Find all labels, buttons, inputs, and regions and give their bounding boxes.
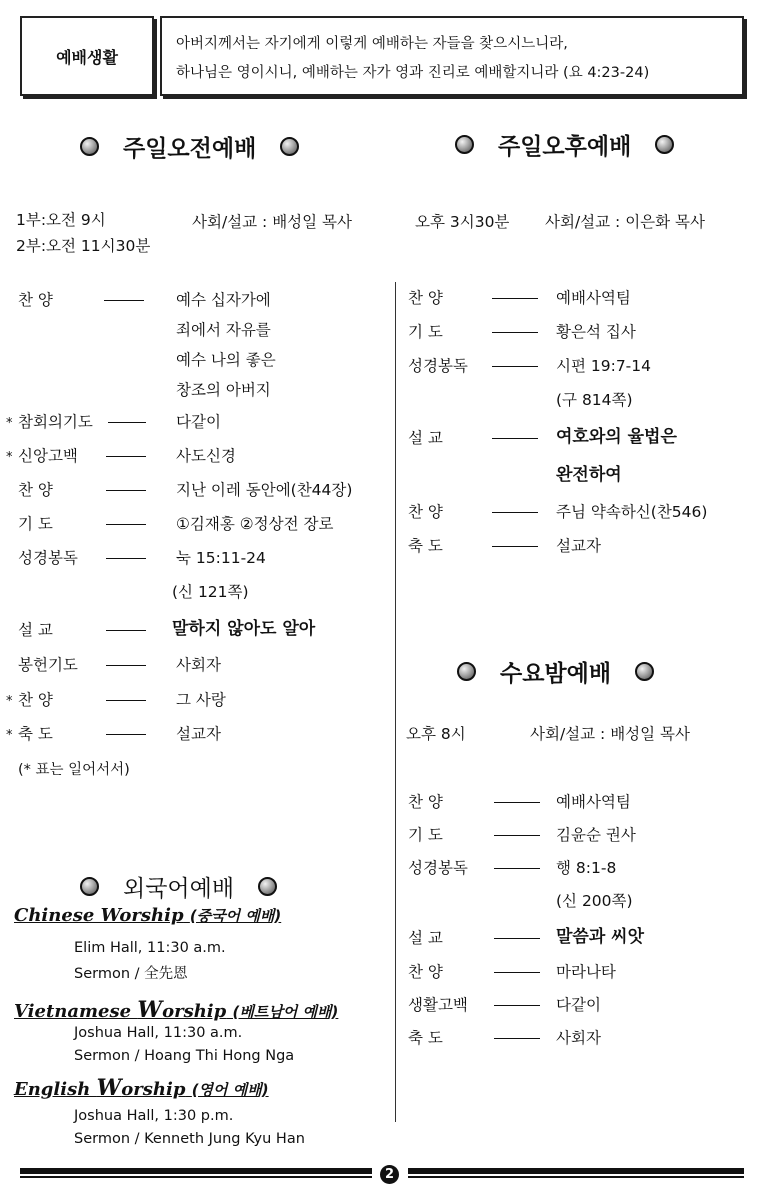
morning-leader: 사회/설교 : 배성일 목사: [192, 213, 352, 231]
program-value: 다같이: [176, 413, 221, 431]
dash-line: [494, 1005, 540, 1006]
dash-line: [106, 700, 146, 701]
afternoon-time: 오후 3시30분: [415, 213, 510, 231]
sermon-title: 말씀과 씨앗: [556, 927, 645, 947]
bullet-dot-icon: [457, 662, 476, 681]
dash-line: [492, 438, 538, 439]
column-divider: [395, 282, 396, 1122]
program-value: 예배사역팀: [556, 793, 631, 811]
bullet-dot-icon: [455, 135, 474, 154]
program-value: 죄에서 자유를: [176, 321, 271, 339]
header-label: 예배생활: [56, 47, 118, 67]
program-value: 예수 십자가에: [176, 291, 271, 309]
dash-line: [494, 972, 540, 973]
program-value: 그 사랑: [176, 691, 226, 709]
program-label: 기 도: [18, 515, 53, 533]
dash-line: [494, 802, 540, 803]
footer-rule-left: [20, 1168, 372, 1178]
dash-line: [494, 835, 540, 836]
program-value: 마라나타: [556, 963, 616, 981]
standing-mark: *: [6, 450, 13, 465]
program-label: 찬 양: [408, 793, 443, 811]
program-value: 주님 약속하신(찬546): [556, 503, 708, 521]
english-worship-title: [14, 1075, 269, 1101]
program-value: 다같이: [556, 996, 601, 1014]
program-value: 시편 19:7-14: [556, 357, 651, 375]
program-label: 설 교: [408, 429, 443, 447]
bullet-dot-icon: [635, 662, 654, 681]
chinese-title-text: Chinese Worship: [14, 905, 184, 926]
program-value: 행 8:1-8: [556, 859, 617, 877]
standing-note: (* 표는 일어서서): [18, 762, 130, 778]
english-location: Joshua Hall, 1:30 p.m.: [74, 1108, 234, 1124]
program-label: 축 도: [408, 1029, 443, 1047]
vietnamese-location: Joshua Hall, 11:30 a.m.: [74, 1025, 243, 1041]
bullet-dot-icon: [258, 877, 277, 896]
bullet-dot-icon: [280, 137, 299, 156]
program-label: 기 도: [408, 826, 443, 844]
program-label: 축 도: [408, 537, 443, 555]
program-value: 황은석 집사: [556, 323, 636, 341]
program-value: 설교자: [176, 725, 221, 743]
foreign-title: [80, 870, 277, 903]
bullet-dot-icon: [80, 137, 99, 156]
program-label: 참회의기도: [18, 413, 93, 431]
program-value: 설교자: [556, 537, 601, 555]
dash-line: [492, 332, 538, 333]
program-label: 기 도: [408, 323, 443, 341]
afternoon-title-text: 주일오후예배: [498, 134, 632, 160]
dash-line: [106, 456, 146, 457]
program-value: 사회자: [176, 656, 221, 674]
sermon-title-cont: 완전하여: [556, 465, 622, 485]
english-title-b: orship: [121, 1079, 186, 1100]
english-title-kr: (영어 예배): [191, 1081, 269, 1099]
program-value: 사도신경: [176, 447, 236, 465]
program-value: 사회자: [556, 1029, 601, 1047]
vietnamese-title-kr: (베트남어 예배): [232, 1003, 339, 1021]
standing-mark: *: [6, 416, 13, 431]
program-label: 성경봉독: [408, 859, 468, 877]
wednesday-leader: 사회/설교 : 배성일 목사: [530, 725, 690, 743]
afternoon-leader: 사회/설교 : 이은화 목사: [545, 213, 705, 231]
dash-line: [492, 298, 538, 299]
program-label: 설 교: [18, 621, 53, 639]
program-label: 찬 양: [18, 691, 53, 709]
program-label: 성경봉독: [18, 549, 78, 567]
standing-mark: *: [6, 728, 13, 743]
program-value: 예배사역팀: [556, 289, 631, 307]
dash-line: [106, 665, 146, 666]
dash-line: [104, 300, 144, 301]
english-sermon: Sermon / Kenneth Jung Kyu Han: [74, 1131, 305, 1147]
chinese-sermon: Sermon / 全先恩: [74, 966, 188, 982]
wednesday-title: [457, 655, 654, 688]
morning-service-2: 2부:오전 11시30분: [16, 237, 151, 255]
program-value: 김윤순 권사: [556, 826, 636, 844]
vietnamese-title-b: orship: [162, 1001, 227, 1022]
program-value: (신 121쪽): [172, 583, 249, 601]
vietnamese-title-a: Vietnamese: [14, 1001, 138, 1022]
sermon-title: 여호와의 율법은: [556, 427, 677, 447]
wednesday-time: 오후 8시: [406, 725, 466, 743]
program-value: 창조의 아버지: [176, 381, 271, 399]
vietnamese-sermon: Sermon / Hoang Thi Hong Nga: [74, 1048, 295, 1064]
bullet-dot-icon: [80, 877, 99, 896]
dash-line: [494, 938, 540, 939]
standing-mark: *: [6, 694, 13, 709]
footer-rule-right: [408, 1168, 744, 1178]
dash-line: [494, 1038, 540, 1039]
dash-line: [106, 734, 146, 735]
vietnamese-title-big: W: [137, 997, 163, 1023]
vietnamese-worship-title: [14, 997, 338, 1023]
chinese-worship-title: [14, 905, 281, 926]
program-label: 봉헌기도: [18, 656, 78, 674]
afternoon-title: [455, 128, 674, 161]
page-number: 2: [380, 1165, 399, 1184]
program-value: 지난 이레 동안에(찬44장): [176, 481, 353, 499]
foreign-title-text: 외국어예배: [123, 876, 235, 902]
dash-line: [492, 366, 538, 367]
program-label: 찬 양: [408, 503, 443, 521]
english-title-a: English: [14, 1079, 97, 1100]
dash-line: [492, 512, 538, 513]
program-label: 성경봉독: [408, 357, 468, 375]
program-value: ①김재홍 ②정상전 장로: [176, 515, 334, 533]
verse-line-1: 아버지께서는 자기에게 이렇게 예배하는 자들을 찾으시느니라,: [176, 36, 568, 52]
program-label: 축 도: [18, 725, 53, 743]
program-label: 찬 양: [408, 289, 443, 307]
dash-line: [106, 630, 146, 631]
program-label: 찬 양: [18, 481, 53, 499]
program-value: 예수 나의 좋은: [176, 351, 276, 369]
morning-title: [80, 130, 299, 163]
program-value: (구 814쪽): [556, 391, 633, 409]
program-label: 생활고백: [408, 996, 468, 1014]
morning-title-text: 주일오전예배: [123, 136, 257, 162]
morning-service-1: 1부:오전 9시: [16, 211, 106, 229]
program-label: 찬 양: [18, 291, 53, 309]
program-label: 찬 양: [408, 963, 443, 981]
dash-line: [106, 490, 146, 491]
header-verse-box: [160, 16, 744, 96]
dash-line: [108, 422, 146, 423]
dash-line: [492, 546, 538, 547]
sermon-title: 말하지 않아도 알아: [172, 619, 316, 639]
program-label: 신앙고백: [18, 447, 78, 465]
chinese-title-kr: (중국어 예배): [189, 907, 282, 925]
program-label: 설 교: [408, 929, 443, 947]
bullet-dot-icon: [655, 135, 674, 154]
header-label-box: [20, 16, 154, 96]
english-title-big: W: [96, 1075, 122, 1101]
chinese-location: Elim Hall, 11:30 a.m.: [74, 940, 226, 956]
dash-line: [106, 524, 146, 525]
dash-line: [494, 868, 540, 869]
verse-line-2: 하나님은 영이시니, 예배하는 자가 영과 진리로 예배할지니라 (요 4:23-24): [176, 65, 650, 81]
dash-line: [106, 558, 146, 559]
wednesday-title-text: 수요밤예배: [500, 661, 612, 687]
program-value: 눅 15:11-24: [176, 549, 266, 567]
program-value: (신 200쪽): [556, 892, 633, 910]
